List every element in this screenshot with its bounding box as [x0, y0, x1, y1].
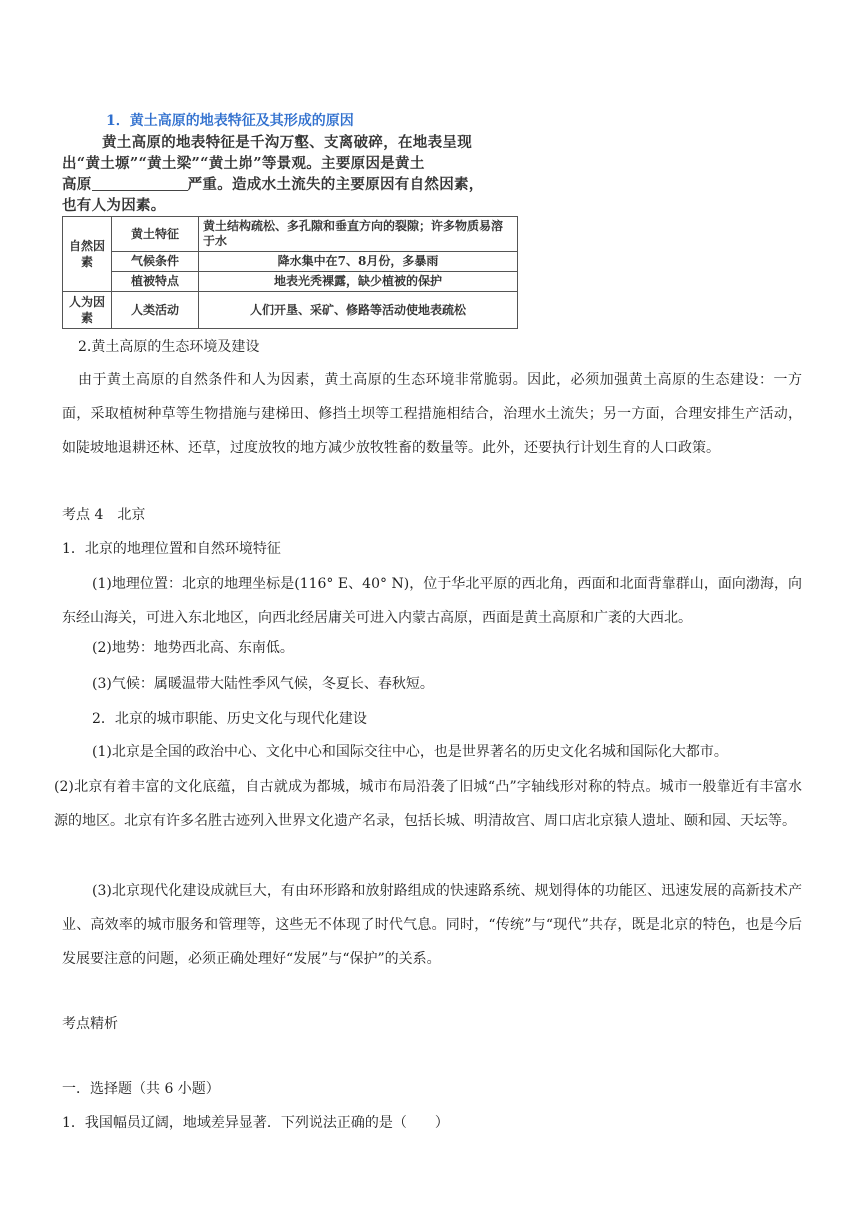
factor-cell: 黄土特征: [112, 217, 199, 252]
textbook-excerpt-image: [62, 110, 524, 325]
paragraph: (3)气候：属暖温带大陆性季风气候，冬夏长、春秋短。: [92, 676, 434, 692]
factor-cell: 人类活动: [112, 292, 199, 329]
group-cell-natural: 自然因素: [63, 217, 112, 292]
table-row: [63, 217, 518, 252]
factor-cell: 植被特点: [112, 272, 199, 292]
excerpt-line: 黄土高原的地表特征是千沟万壑、支离破碎，在地表呈现: [102, 134, 472, 151]
paragraph: (3)北京现代化建设成就巨大，有由环形路和放射路组成的快速路系统、规划得体的功能区、迅速发展的高新技术产业、高效率的城市服务和管理等，这些无不体现了时代气息。同时，“传统”与“现代”共存，既是北京的特色，也是今后发展要注意的问题，必须正确处理好“发展”与“保护”的关系。: [62, 883, 802, 967]
table-row: [63, 272, 518, 292]
paragraph: (2)北京有着丰富的文化底蕴，自古就成为都城，城市布局沿袭了旧城“凸”字轴线形对称的特点。城市一般靠近有丰富水源的地区。北京有许多名胜古迹列入世界文化遗产名录，包括长城、明清故宫、周口店北京猿人遗址、颐和园、天坛等。: [54, 779, 802, 829]
excerpt-line: 也有人为因素。: [62, 197, 166, 214]
excerpt-text: 严重。造成水土流失的主要原因有自然因素，: [187, 176, 484, 193]
desc-cell: 人们开垦、采矿、修路等活动使地表疏松: [199, 292, 518, 329]
topic-heading: 考点 4 北京: [62, 507, 146, 523]
subsection-title: 2．北京的城市职能、历史文化与现代化建设: [92, 711, 367, 727]
excerpt-line: 出“黄土塬”“黄土梁”“黄土峁”等景观。主要原因是黄土: [62, 155, 425, 172]
subsection-title: 1．北京的地理位置和自然环境特征: [62, 541, 281, 557]
section-title: 2.黄土高原的生态环境及建设: [78, 339, 260, 355]
desc-cell: 降水集中在7、8月份，多暴雨: [199, 252, 518, 272]
desc-cell: 黄土结构疏松、多孔隙和垂直方向的裂隙；许多物质易溶于水: [199, 217, 518, 252]
desc-cell: 地表光秃裸露，缺少植被的保护: [199, 272, 518, 292]
factor-table: [62, 216, 518, 329]
table-row: [63, 292, 518, 329]
question: 1．我国幅员辽阔，地域差异显著．下列说法正确的是（ ）: [62, 1115, 449, 1131]
factor-cell: 气候条件: [112, 252, 199, 272]
section-heading: 考点精析: [62, 1016, 118, 1032]
group-cell-human: 人为因素: [63, 292, 112, 329]
paragraph: (1)北京是全国的政治中心、文化中心和国际交往中心，也是世界著名的历史文化名城和国际化大都市。: [92, 744, 728, 760]
question-section: 一．选择题（共 6 小题）: [62, 1081, 220, 1097]
excerpt-heading: 1．黄土高原的地表特征及其形成的原因: [106, 113, 354, 129]
paragraph: 由于黄土高原的自然条件和人为因素，黄土高原的生态环境非常脆弱。因此，必须加强黄土高原的生态建设：一方面，采取植树种草等生物措施与建梯田、修挡土坝等工程措施相结合，治理水土流失；另一方面，合理安排生产活动，如陡坡地退耕还林、还草，过度放牧的地方减少放牧牲畜的数量等。此外，还要执行计划生育的人口政策。: [62, 372, 802, 456]
excerpt-line-with-blank: [62, 174, 524, 195]
table-row: [63, 252, 518, 272]
paragraph: (1)地理位置：北京的地理坐标是(116° E、40° N)，位于华北平原的西北角，西面和北面背靠群山，面向渤海，向东经山海关，可进入东北地区，向西北经居庸关可进入内蒙古高原，西面是黄土高原和广袤的大西北。: [62, 576, 802, 626]
fill-in-blank: [92, 176, 188, 191]
excerpt-text: 高原: [62, 176, 92, 193]
paragraph: (2)地势：地势西北高、东南低。: [92, 640, 294, 656]
